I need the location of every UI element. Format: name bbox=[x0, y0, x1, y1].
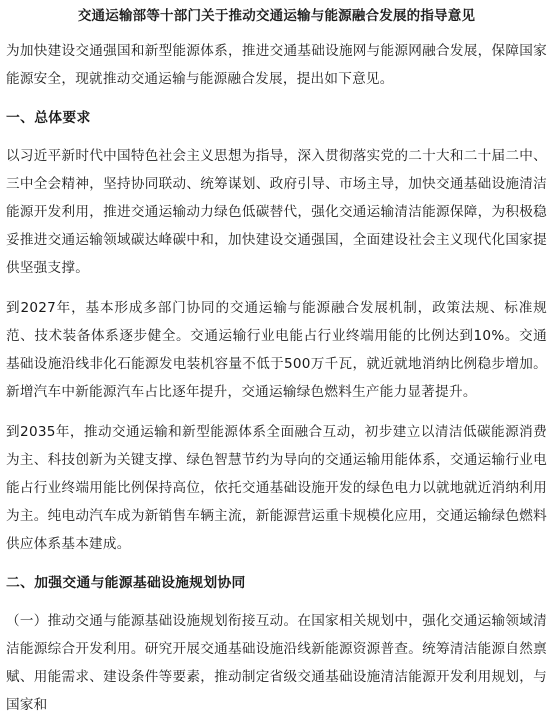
section-heading-2: 二、加强交通与能源基础设施规划协同 bbox=[6, 575, 246, 591]
section-heading-1: 一、总体要求 bbox=[6, 110, 91, 126]
intro-paragraph: 为加快建设交通强国和新型能源体系，推进交通基础设施网与能源网融合发展，保障国家能源安全，现就推动交通运输与能源融合发展，提出如下意见。 bbox=[6, 43, 547, 87]
section1-paragraph-2: 到2027年，基本形成多部门协同的交通运输与能源融合发展机制，政策法规、标准规范、技术装备体系逐步健全。交通运输行业电能占行业终端用能的比例达到10%。交通基础设施沿线非化石能源发电装机容量不低于500万千瓦，就近就地消纳比例稳步增加。新增汽车中新能源汽车占比逐年提升，交通运输绿色燃料生产能力显著提升。 bbox=[6, 300, 547, 400]
section1-paragraph-1: 以习近平新时代中国特色社会主义思想为指导，深入贯彻落实党的二十大和二十届二中、三中全会精神，坚持协同联动、统筹谋划、政府引导、市场主导，加快交通基础设施清洁能源开发利用，推进交通运输动力绿色低碳替代，强化交通运输清洁能源保障，为积极稳妥推进交通运输领域碳达峰碳中和，加快建设交通强国，全面建设社会主义现代化国家提供坚强支撑。 bbox=[6, 148, 547, 276]
section2-paragraph-1: （一）推动交通与能源基础设施规划衔接互动。在国家相关规划中，强化交通运输领域清洁能源综合开发利用。研究开展交通基础设施沿线新能源资源普查。统筹清洁能源自然禀赋、用能需求、建设条件等要素，推动制定省级交通基础设施清洁能源开发利用规划，与国家和 bbox=[6, 613, 547, 713]
document-page bbox=[0, 7, 553, 713]
section1-paragraph-3: 到2035年，推动交通运输和新型能源体系全面融合互动，初步建立以清洁低碳能源消费为主、科技创新为关键支撑、绿色智慧节约为导向的交通运输用能体系，交通运输行业电能占行业终端用能比例保持高位，依托交通基础设施开发的绿色电力以就地就近消纳利用为主。纯电动汽车成为新销售车辆主流，新能源营运重卡规模化应用，交通运输绿色燃料供应体系基本建成。 bbox=[6, 424, 547, 552]
document-title: 交通运输部等十部门关于推动交通运输与能源融合发展的指导意见 bbox=[77, 8, 476, 24]
